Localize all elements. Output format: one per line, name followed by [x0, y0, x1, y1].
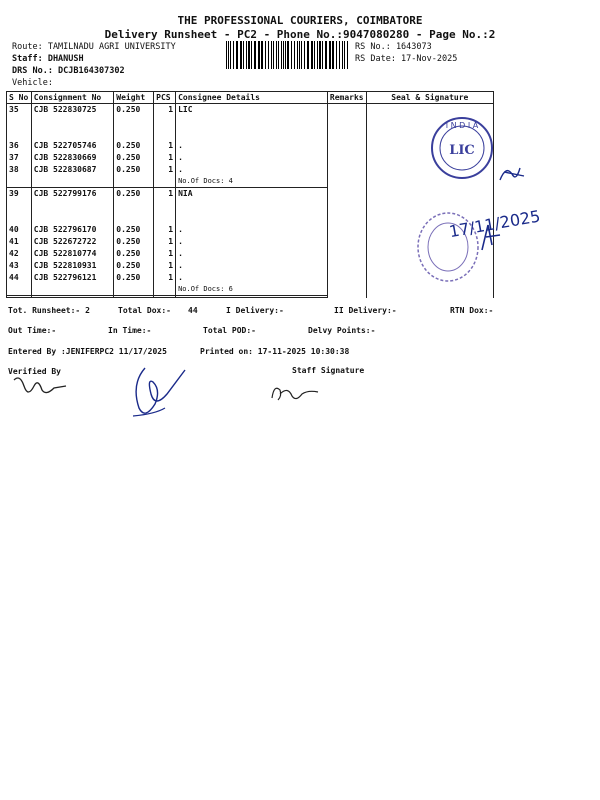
total-pod: Total POD:-: [203, 326, 256, 335]
consignee-cell: .: [176, 236, 328, 248]
company-name: THE PROFESSIONAL COURIERS, COIMBATORE: [177, 14, 423, 27]
stamp-text-top: I N D I A: [445, 121, 479, 130]
sno-cell: 38: [7, 164, 32, 176]
entered-by: Entered By :JENIFERPC2 11/17/2025: [8, 347, 167, 356]
total-dox-value: 44: [188, 306, 198, 315]
weight-cell: 0.250: [114, 248, 154, 260]
sno-cell: 41: [7, 236, 32, 248]
consignment-cell: CJB 522810774: [31, 248, 113, 260]
total-dox-label: Total Dox:-: [118, 306, 171, 315]
staff-signature-label: Staff Signature: [292, 366, 365, 375]
lic-seal-stamp: [420, 110, 530, 190]
sno-cell: 35: [7, 104, 32, 117]
weight-cell: 0.250: [114, 272, 154, 284]
barcode: [226, 41, 350, 69]
printed-on: Printed on: 17-11-2025 10:30:38: [200, 347, 350, 356]
handwritten-date: 17/11/2025: [447, 206, 542, 242]
nia-seal-stamp: [410, 205, 590, 290]
pcs-cell: 1: [154, 248, 176, 260]
stamp-text-center: LIC: [449, 143, 475, 158]
consignment-cell: CJB 522799176: [31, 188, 113, 201]
weight-cell: 0.250: [114, 188, 154, 201]
sno-cell: 43: [7, 260, 32, 272]
weight-cell: 0.250: [114, 152, 154, 164]
consignee-cell: .: [176, 164, 328, 176]
consignee-cell: .: [176, 224, 328, 236]
consignment-cell: CJB 522705746: [31, 140, 113, 152]
runsheet-title: Delivery Runsheet - PC2 - Phone No.:9047080280 - Page No.:2: [104, 28, 496, 41]
vehicle-text: Vehicle:: [12, 78, 53, 88]
consignee-cell: .: [176, 248, 328, 260]
tot-runsheet: Tot. Runsheet:- 2: [8, 306, 90, 315]
sno-cell: 37: [7, 152, 32, 164]
consignee-cell: .: [176, 152, 328, 164]
in-time: In Time:-: [108, 326, 152, 335]
verified-by-label: Verified By: [8, 367, 61, 376]
sno-cell: 36: [7, 140, 32, 152]
consignment-cell: CJB 522830725: [31, 104, 113, 117]
col-sno: S No: [7, 92, 32, 104]
staff-signature: [268, 380, 323, 405]
weight-cell: 0.250: [114, 224, 154, 236]
consignee-cell: .: [176, 140, 328, 152]
pcs-cell: 1: [154, 224, 176, 236]
pcs-cell: 1: [154, 152, 176, 164]
docs-count: No.Of Docs: 4: [176, 176, 328, 186]
weight-cell: 0.250: [114, 236, 154, 248]
consignment-cell: CJB 522810931: [31, 260, 113, 272]
pcs-cell: 1: [154, 188, 176, 201]
rs-date: RS Date: 17-Nov-2025: [355, 54, 458, 64]
consignment-cell: CJB 522830669: [31, 152, 113, 164]
consignee-cell: LIC: [176, 104, 328, 117]
drs-number: DRS No.: DCJB164307302: [12, 66, 125, 76]
pcs-cell: 1: [154, 104, 176, 117]
pcs-cell: 1: [154, 236, 176, 248]
table-header-row: [7, 92, 494, 104]
pcs-cell: 1: [154, 260, 176, 272]
remarks-cell: [327, 104, 366, 188]
consignee-cell: .: [176, 272, 328, 284]
weight-cell: 0.250: [114, 140, 154, 152]
col-consignment: Consignment No: [31, 92, 113, 104]
col-consignee: Consignee Details: [176, 92, 328, 104]
verifier-signature: [10, 372, 70, 402]
weight-cell: 0.250: [114, 164, 154, 176]
consignee-cell: NIA: [176, 188, 328, 201]
consignment-cell: CJB 522672722: [31, 236, 113, 248]
verifier-initials-signature: [125, 364, 195, 424]
sno-cell: 44: [7, 272, 32, 284]
consignment-cell: CJB 522796170: [31, 224, 113, 236]
col-pcs: PCS: [154, 92, 176, 104]
col-weight: Weight: [114, 92, 154, 104]
staff-text: Staff: DHANUSH: [12, 54, 84, 64]
consignee-cell: .: [176, 260, 328, 272]
sno-cell: 40: [7, 224, 32, 236]
sno-cell: 39: [7, 188, 32, 201]
pcs-cell: 1: [154, 164, 176, 176]
docs-count: No.Of Docs: 6: [176, 284, 328, 294]
weight-cell: 0.250: [114, 104, 154, 117]
pcs-cell: 1: [154, 140, 176, 152]
i-delivery: I Delivery:-: [226, 306, 284, 315]
pcs-cell: 1: [154, 272, 176, 284]
col-seal: Seal & Signature: [366, 92, 493, 104]
remarks-cell: [327, 188, 366, 298]
ii-delivery: II Delivery:-: [334, 306, 397, 315]
rs-number: RS No.: 1643073: [355, 42, 432, 52]
col-remarks: Remarks: [327, 92, 366, 104]
weight-cell: 0.250: [114, 260, 154, 272]
rtn-dox: RTN Dox:-: [450, 306, 494, 315]
route-text: Route: TAMILNADU AGRI UNIVERSITY: [12, 42, 176, 52]
consignment-cell: CJB 522796121: [31, 272, 113, 284]
out-time: Out Time:-: [8, 326, 57, 335]
sno-cell: 42: [7, 248, 32, 260]
consignment-cell: CJB 522830687: [31, 164, 113, 176]
delvy-points: Delvy Points:-: [308, 326, 376, 335]
